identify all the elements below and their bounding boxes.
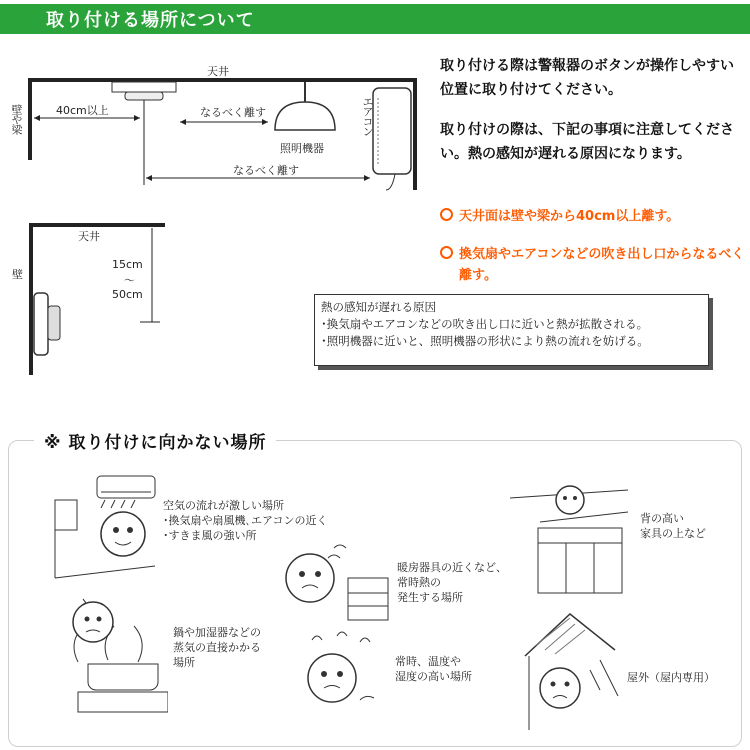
caption-airflow-line-1: 空気の流れが激しい場所: [163, 499, 284, 512]
illustration-tall-furniture: [510, 478, 630, 598]
caption-airflow-line-2: ･換気扇や扇風機､エアコンの近く: [163, 514, 328, 527]
caption-heater-line-1: 暖房器具の近くなど、: [397, 561, 507, 574]
panel-title: ※ 取り付けに向かない場所: [44, 433, 267, 453]
wall-beam-label: 壁や梁: [10, 104, 23, 134]
caption-steam-line-1: 鍋や加湿器などの: [173, 626, 261, 639]
illustration-airflow: [45, 470, 160, 585]
keep-away-light-label: なるべく離す: [200, 106, 266, 119]
bullet-circle-icon: [440, 208, 453, 221]
light-fixture-label: 照明機器: [280, 142, 324, 155]
note-line-2: ･照明機器に近いと、照明機器の形状により熱の流れを妨げる。: [321, 334, 649, 348]
note-box: [314, 294, 709, 366]
point-2: [440, 244, 750, 286]
aircon-label: エアコン: [361, 96, 374, 136]
caption-outdoors: [627, 670, 715, 685]
heat-alarm-device: [112, 82, 176, 92]
range-bottom-label: 50cm: [112, 288, 143, 301]
distance-40cm-label: 40cm以上: [56, 104, 109, 117]
illustration-humidity: [292, 630, 382, 715]
caption-heater-line-3: 発生する場所: [397, 591, 463, 604]
caption-steam: [173, 625, 261, 670]
range-top-label: 15cm: [112, 258, 143, 271]
illustration-heater: [268, 538, 393, 623]
caption-humidity: [395, 654, 472, 684]
caption-heater: [397, 560, 507, 605]
wall-label: 壁: [12, 268, 23, 281]
caption-heater-line-2: 常時熱の: [397, 576, 441, 589]
ceiling-label-2: 天井: [78, 230, 100, 243]
instruction-paragraph-2: 取り付けの際は、下記の事項に注意してください。熱の感知が遅れる原因になります。: [440, 122, 734, 162]
caption-furniture-line-2: 家具の上など: [640, 527, 706, 540]
ceiling-wall-outline: [30, 80, 415, 190]
caption-steam-line-2: 蒸気の直接かかる: [173, 641, 261, 654]
section-title: 取り付ける場所について: [46, 10, 255, 31]
caption-humidity-line-1: 常時、温度や: [395, 655, 461, 668]
aircon-icon: [373, 88, 411, 174]
range-tilde: 〜: [124, 274, 135, 287]
caption-furniture-line-1: 背の高い: [640, 512, 684, 525]
bullet-circle-icon: [440, 246, 453, 259]
wall-alarm-device: [34, 293, 48, 355]
point-1: [440, 206, 740, 227]
note-title: 熱の感知が遅れる原因: [321, 300, 436, 314]
note-line-1: ･換気扇やエアコンなどの吹き出し口に近いと熱が拡散される。: [321, 317, 649, 331]
wall-ceiling-outline: [31, 225, 165, 375]
illustration-steam: [58, 592, 168, 717]
caption-outdoors-line-1: 屋外（屋内専用）: [627, 671, 715, 684]
caption-humidity-line-2: 湿度の高い場所: [395, 670, 472, 683]
caption-airflow-line-3: ･すきま風の強い所: [163, 529, 257, 542]
panel-title-wrap: [34, 428, 276, 453]
ceiling-label: 天井: [207, 65, 229, 78]
illustration-outdoors: [515, 610, 625, 738]
keep-away-aircon-label: なるべく離す: [233, 164, 299, 177]
caption-furniture: [640, 511, 706, 541]
instruction-paragraph-1: 取り付ける際は警報器のボタンが操作しやすい位置に取り付けてください。: [440, 58, 734, 98]
caption-steam-line-3: 場所: [173, 656, 195, 669]
point-2-text: 換気扇やエアコンなどの吹き出し口からなるべく離す。: [459, 247, 745, 283]
caption-airflow: [163, 498, 327, 543]
point-1-text: 天井面は壁や梁から40cm以上離す。: [459, 209, 680, 224]
